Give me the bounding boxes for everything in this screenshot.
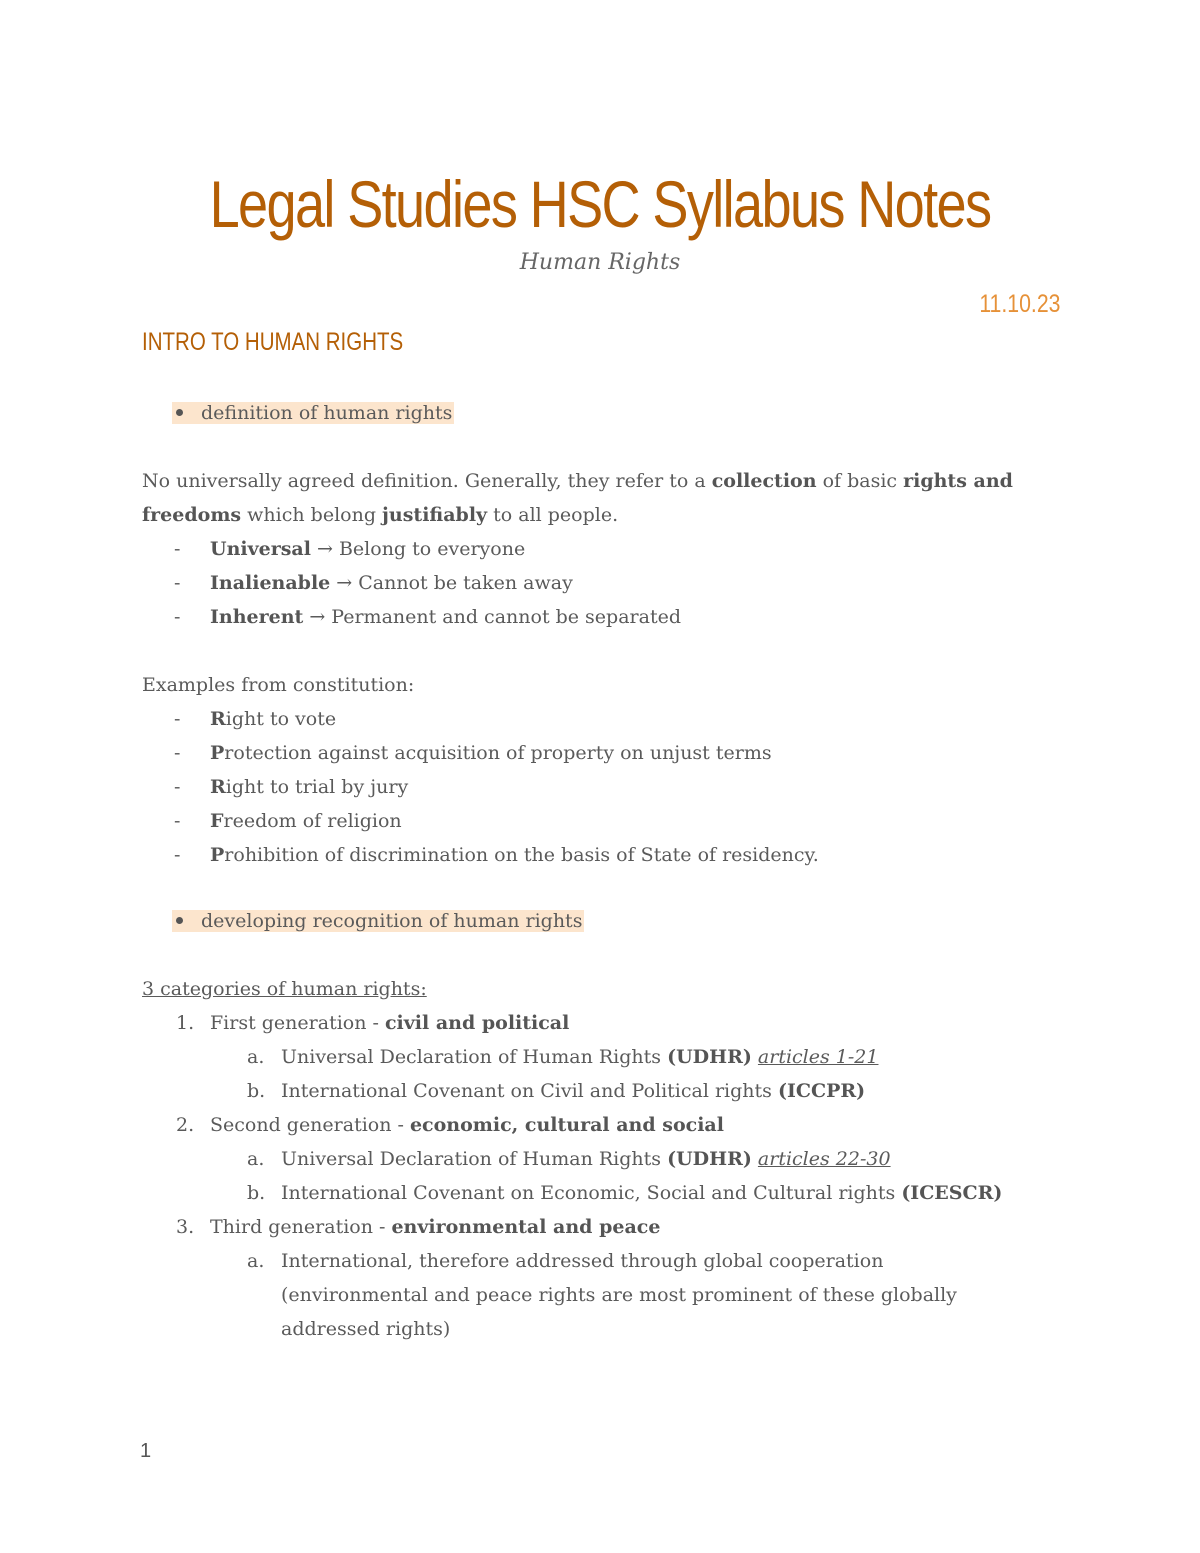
- lettered-item: [247, 1244, 883, 1278]
- numbered-item: [176, 1108, 724, 1142]
- page-number: 1: [140, 1440, 152, 1462]
- bold-text: (UDHR): [667, 1148, 752, 1170]
- item-letter: b.: [247, 1182, 266, 1204]
- text: First generation -: [210, 1012, 385, 1034]
- term: Universal: [210, 538, 311, 560]
- bullet-definition: [172, 396, 454, 430]
- initial: R: [210, 708, 226, 730]
- document-date: 11.10.23: [978, 290, 1060, 318]
- bullet-icon: [176, 917, 183, 924]
- initial: R: [210, 776, 226, 798]
- list-item: [174, 600, 681, 634]
- lettered-item: [247, 1040, 878, 1074]
- item-number: 2.: [176, 1114, 195, 1136]
- bold-text: (ICCPR): [777, 1080, 866, 1102]
- bold-text: (UDHR): [667, 1046, 752, 1068]
- item-number: 3.: [176, 1216, 195, 1238]
- text: International Covenant on Civil and Political rights: [281, 1080, 778, 1102]
- lettered-item: [247, 1142, 891, 1176]
- text: of basic: [816, 470, 904, 492]
- text: which belong: [241, 504, 383, 526]
- bullet-developing: [172, 904, 584, 938]
- description: → Belong to everyone: [310, 538, 526, 560]
- list-item: [174, 804, 402, 838]
- text: No universally agreed definition. Generally, they refer to a: [142, 470, 712, 492]
- item-letter: a.: [247, 1046, 265, 1068]
- text: ight to vote: [225, 708, 337, 730]
- item-number: 1.: [176, 1012, 195, 1034]
- bullet-icon: [176, 409, 183, 416]
- bold-text: rights and: [903, 470, 1013, 492]
- articles-link[interactable]: articles 22-30: [757, 1148, 891, 1170]
- list-item: [174, 838, 819, 872]
- bullet-text: definition of human rights: [201, 402, 453, 424]
- bold-text: freedoms: [142, 504, 242, 526]
- text: International Covenant on Economic, Social and Cultural rights: [281, 1182, 902, 1204]
- highlight: [172, 910, 584, 932]
- dash-marker: -: [174, 538, 181, 560]
- dash-marker: -: [174, 606, 181, 628]
- categories-label: 3 categories of human rights:: [142, 978, 427, 1000]
- highlight: [172, 402, 454, 424]
- dash-marker: -: [174, 742, 181, 764]
- list-item: [174, 532, 525, 566]
- list-item: [174, 770, 408, 804]
- text: Universal Declaration of Human Rights: [281, 1148, 668, 1170]
- text: rotection against acquisition of property on unjust terms: [224, 742, 772, 764]
- text: rohibition of discrimination on the basis of State of residency.: [224, 844, 819, 866]
- list-item: [174, 736, 772, 770]
- bold-text: economic, cultural and social: [409, 1114, 724, 1136]
- text: reedom of religion: [223, 810, 402, 832]
- text: Second generation -: [210, 1114, 410, 1136]
- articles-link[interactable]: articles 1-21: [757, 1046, 879, 1068]
- text: Third generation -: [210, 1216, 392, 1238]
- initial: P: [210, 844, 225, 866]
- section-heading: INTRO TO HUMAN RIGHTS: [142, 328, 404, 356]
- item-letter: a.: [247, 1148, 265, 1170]
- term: Inalienable: [210, 572, 331, 594]
- dash-marker: -: [174, 572, 181, 594]
- dash-marker: -: [174, 708, 181, 730]
- lettered-item: [247, 1074, 865, 1108]
- dash-marker: -: [174, 810, 181, 832]
- paragraph-line-1: [142, 464, 1013, 498]
- text-continuation: (environmental and peace rights are most prominent of these globally: [281, 1284, 957, 1306]
- text-continuation: addressed rights): [281, 1318, 451, 1340]
- document-title: Legal Studies HSC Syllabus Notes: [209, 167, 991, 241]
- numbered-item: [176, 1006, 569, 1040]
- initial: P: [210, 742, 225, 764]
- paragraph-line-2: [142, 498, 618, 532]
- bold-text: justifiably: [382, 504, 488, 526]
- numbered-item: [176, 1210, 660, 1244]
- description: → Permanent and cannot be separated: [303, 606, 681, 628]
- text: ight to trial by jury: [225, 776, 409, 798]
- examples-label: Examples from constitution:: [142, 674, 415, 696]
- description: → Cannot be taken away: [330, 572, 573, 594]
- text: Universal Declaration of Human Rights: [281, 1046, 668, 1068]
- bold-text: environmental and peace: [391, 1216, 661, 1238]
- text: International, therefore addressed through global cooperation: [281, 1250, 884, 1272]
- text: to all people.: [487, 504, 619, 526]
- dash-marker: -: [174, 776, 181, 798]
- list-item: [174, 566, 573, 600]
- bullet-text: developing recognition of human rights: [201, 910, 583, 932]
- bold-text: collection: [711, 470, 817, 492]
- dash-marker: -: [174, 844, 181, 866]
- document-subtitle: Human Rights: [519, 250, 681, 275]
- item-letter: b.: [247, 1080, 266, 1102]
- term: Inherent: [210, 606, 304, 628]
- bold-text: civil and political: [384, 1012, 570, 1034]
- lettered-item: [247, 1176, 1002, 1210]
- item-letter: a.: [247, 1250, 265, 1272]
- list-item: [174, 702, 336, 736]
- bold-text: (ICESCR): [901, 1182, 1003, 1204]
- initial: F: [210, 810, 224, 832]
